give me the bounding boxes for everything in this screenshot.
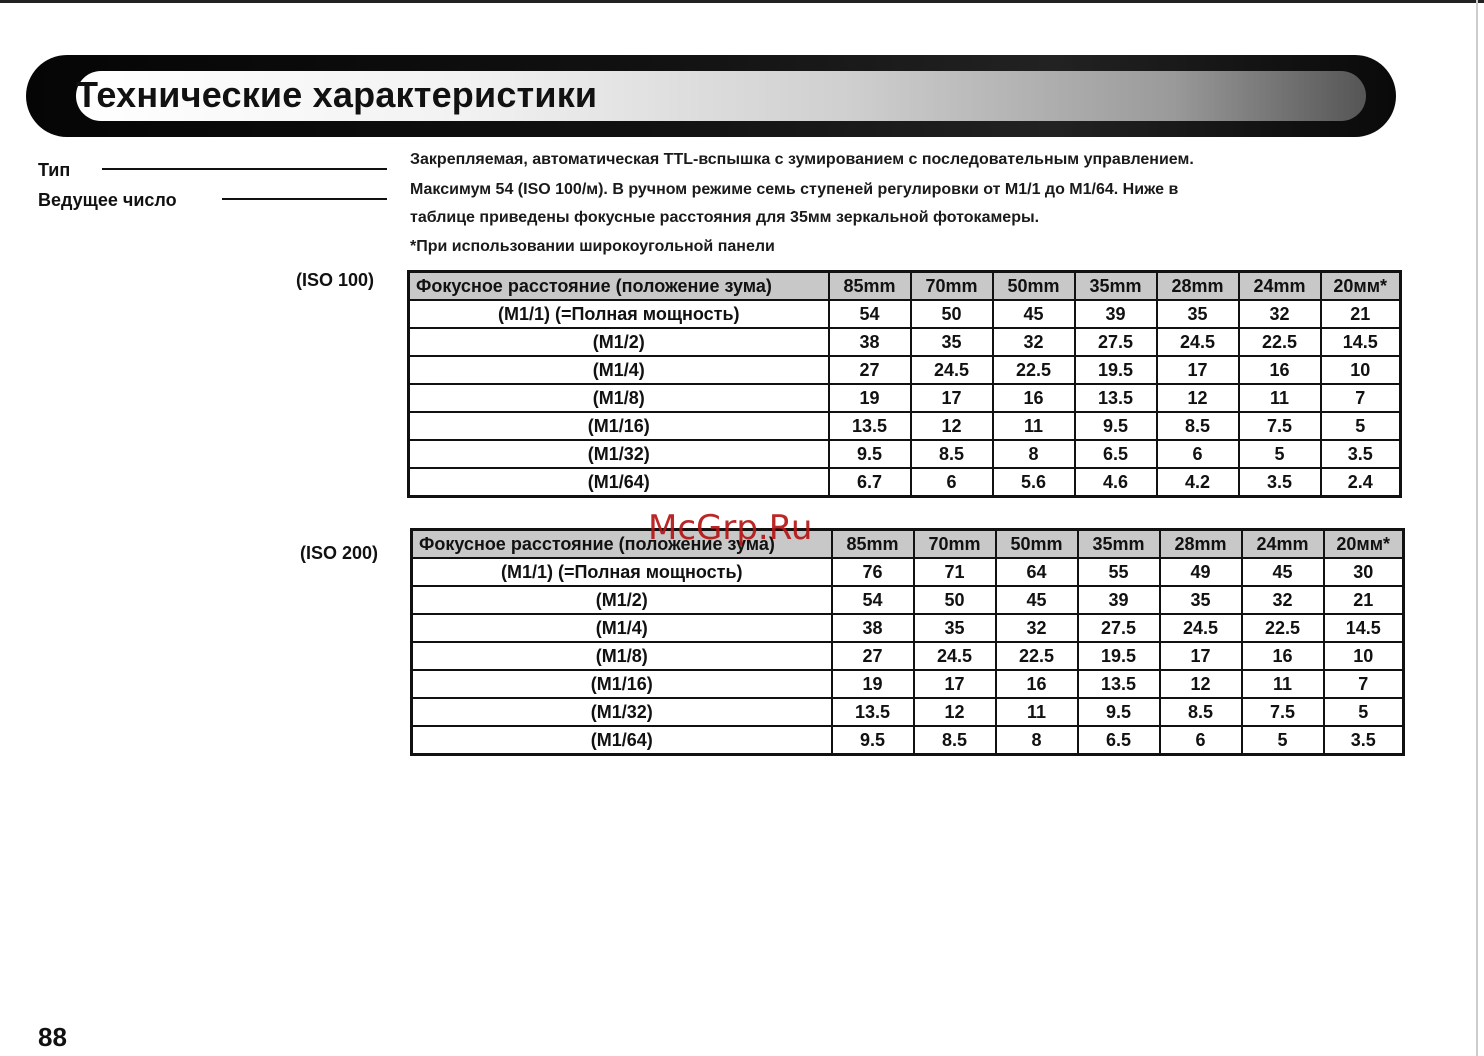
guide-number-cell: 3.5 <box>1239 468 1321 497</box>
guide-number-cell: 16 <box>993 384 1075 412</box>
guide-number-cell: 24.5 <box>914 642 996 670</box>
guide-number-cell: 13.5 <box>1078 670 1160 698</box>
table-row <box>409 356 1401 384</box>
guide-number-cell: 10 <box>1324 642 1404 670</box>
power-level-cell: (М1/16) <box>409 412 829 440</box>
power-level-cell: (М1/8) <box>412 642 832 670</box>
iso200-label: (ISO 200) <box>300 543 379 563</box>
guide-number-cell: 17 <box>1157 356 1239 384</box>
guide-number-cell: 12 <box>1160 670 1242 698</box>
spec-type-value: Закрепляемая, автоматическая TTL-вспышка с зумированием с последовательным управлением. <box>410 151 1194 168</box>
guide-number-cell: 9.5 <box>1078 698 1160 726</box>
page-title: Технические характеристики <box>76 74 598 115</box>
guide-number-cell: 12 <box>914 698 996 726</box>
guide-number-cell: 13.5 <box>1075 384 1157 412</box>
footnote: *При использовании широкоугольной панели <box>410 238 775 255</box>
power-level-cell: (М1/2) <box>412 586 832 614</box>
guide-number-cell: 17 <box>911 384 993 412</box>
guide-number-cell: 8.5 <box>914 726 996 755</box>
top-border-line <box>0 0 1484 3</box>
power-level-cell: (М1/16) <box>412 670 832 698</box>
header-zoom-position: 70mm <box>911 272 993 301</box>
header-focal-length: Фокусное расстояние (положение зума) <box>412 530 832 559</box>
header-zoom-position: 20мм* <box>1324 530 1404 559</box>
guide-number-cell: 54 <box>832 586 914 614</box>
power-level-cell: (М1/64) <box>409 468 829 497</box>
guide-number-cell: 5 <box>1242 726 1324 755</box>
table-row <box>409 440 1401 468</box>
header-focal-length: Фокусное расстояние (положение зума) <box>409 272 829 301</box>
guide-number-cell: 5 <box>1324 698 1404 726</box>
guide-number-cell: 21 <box>1324 586 1404 614</box>
page-number: 88 <box>38 1022 67 1052</box>
guide-number-cell: 35 <box>1157 300 1239 328</box>
guide-number-cell: 5 <box>1239 440 1321 468</box>
guide-number-cell: 24.5 <box>1160 614 1242 642</box>
guide-number-cell: 13.5 <box>829 412 911 440</box>
guide-number-cell: 19.5 <box>1075 356 1157 384</box>
guide-number-cell: 19 <box>829 384 911 412</box>
power-level-cell: (М1/4) <box>412 614 832 642</box>
guide-number-cell: 50 <box>914 586 996 614</box>
guide-number-cell: 7.5 <box>1239 412 1321 440</box>
guide-number-cell: 38 <box>829 328 911 356</box>
guide-number-cell: 76 <box>832 558 914 586</box>
guide-number-cell: 12 <box>911 412 993 440</box>
header-zoom-position: 28mm <box>1157 272 1239 301</box>
guide-number-cell: 6 <box>911 468 993 497</box>
table-row <box>412 670 1404 698</box>
guide-number-cell: 38 <box>832 614 914 642</box>
guide-number-cell: 13.5 <box>832 698 914 726</box>
guide-number-cell: 54 <box>829 300 911 328</box>
guide-number-cell: 8.5 <box>911 440 993 468</box>
guide-number-cell: 6 <box>1160 726 1242 755</box>
guide-number-cell: 6 <box>1157 440 1239 468</box>
table-row <box>412 586 1404 614</box>
spec-type-label: Тип <box>38 160 71 180</box>
spec-guide-number-label: Ведущее число <box>38 190 177 210</box>
guide-number-cell: 27 <box>829 356 911 384</box>
power-level-cell: (М1/4) <box>409 356 829 384</box>
table-header-row <box>412 530 1404 559</box>
guide-number-cell: 35 <box>914 614 996 642</box>
guide-number-cell: 5.6 <box>993 468 1075 497</box>
guide-number-table-iso100 <box>407 270 1402 498</box>
guide-number-cell: 7 <box>1321 384 1401 412</box>
table-row <box>409 384 1401 412</box>
table-row <box>412 642 1404 670</box>
guide-number-cell: 39 <box>1078 586 1160 614</box>
table-row <box>412 558 1404 586</box>
guide-number-cell: 16 <box>996 670 1078 698</box>
guide-number-cell: 45 <box>993 300 1075 328</box>
guide-number-cell: 49 <box>1160 558 1242 586</box>
table-row <box>409 300 1401 328</box>
header-zoom-position: 85mm <box>832 530 914 559</box>
header-zoom-position: 35mm <box>1078 530 1160 559</box>
guide-number-cell: 6.7 <box>829 468 911 497</box>
power-level-cell: (М1/8) <box>409 384 829 412</box>
power-level-cell: (М1/2) <box>409 328 829 356</box>
guide-number-cell: 27 <box>832 642 914 670</box>
header-zoom-position: 85mm <box>829 272 911 301</box>
guide-number-cell: 5 <box>1321 412 1401 440</box>
guide-number-cell: 19.5 <box>1078 642 1160 670</box>
table-header-row <box>409 272 1401 301</box>
table-row <box>412 698 1404 726</box>
guide-number-cell: 8 <box>996 726 1078 755</box>
table-row <box>409 412 1401 440</box>
guide-number-cell: 21 <box>1321 300 1401 328</box>
guide-number-cell: 16 <box>1242 642 1324 670</box>
guide-number-cell: 11 <box>993 412 1075 440</box>
guide-number-cell: 12 <box>1157 384 1239 412</box>
guide-number-table-iso200 <box>410 528 1405 756</box>
guide-number-cell: 22.5 <box>993 356 1075 384</box>
guide-number-cell: 6.5 <box>1078 726 1160 755</box>
guide-number-cell: 64 <box>996 558 1078 586</box>
guide-number-cell: 32 <box>993 328 1075 356</box>
guide-number-cell: 2.4 <box>1321 468 1401 497</box>
guide-number-cell: 24.5 <box>1157 328 1239 356</box>
guide-number-cell: 32 <box>1239 300 1321 328</box>
guide-number-cell: 16 <box>1239 356 1321 384</box>
guide-number-cell: 39 <box>1075 300 1157 328</box>
guide-number-cell: 32 <box>996 614 1078 642</box>
guide-number-cell: 14.5 <box>1324 614 1404 642</box>
guide-number-cell: 8.5 <box>1157 412 1239 440</box>
guide-number-cell: 45 <box>1242 558 1324 586</box>
watermark: McGrp.Ru <box>648 508 813 548</box>
guide-number-cell: 8 <box>993 440 1075 468</box>
guide-number-cell: 71 <box>914 558 996 586</box>
guide-number-cell: 14.5 <box>1321 328 1401 356</box>
guide-number-cell: 11 <box>1242 670 1324 698</box>
header-zoom-position: 24mm <box>1242 530 1324 559</box>
header-zoom-position: 70mm <box>914 530 996 559</box>
guide-number-cell: 19 <box>832 670 914 698</box>
guide-number-cell: 6.5 <box>1075 440 1157 468</box>
spec-guide-line-1: Максимум 54 (ISO 100/м). В ручном режиме семь ступеней регулировки от М1/1 до М1/64. Ниже в <box>410 181 1179 198</box>
iso100-label: (ISO 100) <box>296 270 375 290</box>
guide-number-cell: 50 <box>911 300 993 328</box>
guide-number-cell: 4.6 <box>1075 468 1157 497</box>
guide-number-cell: 4.2 <box>1157 468 1239 497</box>
guide-number-cell: 22.5 <box>1242 614 1324 642</box>
power-level-cell: (М1/32) <box>412 698 832 726</box>
header-zoom-position: 35mm <box>1075 272 1157 301</box>
table-row <box>409 328 1401 356</box>
guide-number-cell: 45 <box>996 586 1078 614</box>
guide-number-cell: 17 <box>1160 642 1242 670</box>
header-zoom-position: 50mm <box>996 530 1078 559</box>
guide-number-cell: 27.5 <box>1078 614 1160 642</box>
guide-number-cell: 10 <box>1321 356 1401 384</box>
table-row <box>412 614 1404 642</box>
header-zoom-position: 50mm <box>993 272 1075 301</box>
type-leader-line <box>102 168 387 170</box>
guide-number-cell: 9.5 <box>832 726 914 755</box>
power-level-cell: (М1/64) <box>412 726 832 755</box>
guide-number-cell: 35 <box>1160 586 1242 614</box>
guide-number-cell: 8.5 <box>1160 698 1242 726</box>
guide-number-cell: 9.5 <box>829 440 911 468</box>
table-row <box>412 726 1404 755</box>
guide-leader-line <box>222 198 387 200</box>
power-level-cell: (М1/1) (=Полная мощность) <box>409 300 829 328</box>
guide-number-cell: 22.5 <box>1239 328 1321 356</box>
guide-number-cell: 7.5 <box>1242 698 1324 726</box>
guide-number-cell: 11 <box>996 698 1078 726</box>
guide-number-cell: 3.5 <box>1321 440 1401 468</box>
guide-number-cell: 35 <box>911 328 993 356</box>
table-row <box>409 468 1401 497</box>
guide-number-cell: 55 <box>1078 558 1160 586</box>
guide-number-cell: 32 <box>1242 586 1324 614</box>
guide-number-cell: 3.5 <box>1324 726 1404 755</box>
guide-number-cell: 24.5 <box>911 356 993 384</box>
guide-number-cell: 27.5 <box>1075 328 1157 356</box>
power-level-cell: (М1/1) (=Полная мощность) <box>412 558 832 586</box>
guide-number-cell: 17 <box>914 670 996 698</box>
spec-guide-line-2: таблице приведены фокусные расстояния для 35мм зеркальной фотокамеры. <box>410 209 1040 226</box>
header-zoom-position: 24mm <box>1239 272 1321 301</box>
power-level-cell: (М1/32) <box>409 440 829 468</box>
right-border-line <box>1476 0 1478 1056</box>
guide-number-cell: 9.5 <box>1075 412 1157 440</box>
guide-number-cell: 22.5 <box>996 642 1078 670</box>
guide-number-cell: 30 <box>1324 558 1404 586</box>
guide-number-cell: 7 <box>1324 670 1404 698</box>
header-zoom-position: 20мм* <box>1321 272 1401 301</box>
guide-number-cell: 11 <box>1239 384 1321 412</box>
header-zoom-position: 28mm <box>1160 530 1242 559</box>
